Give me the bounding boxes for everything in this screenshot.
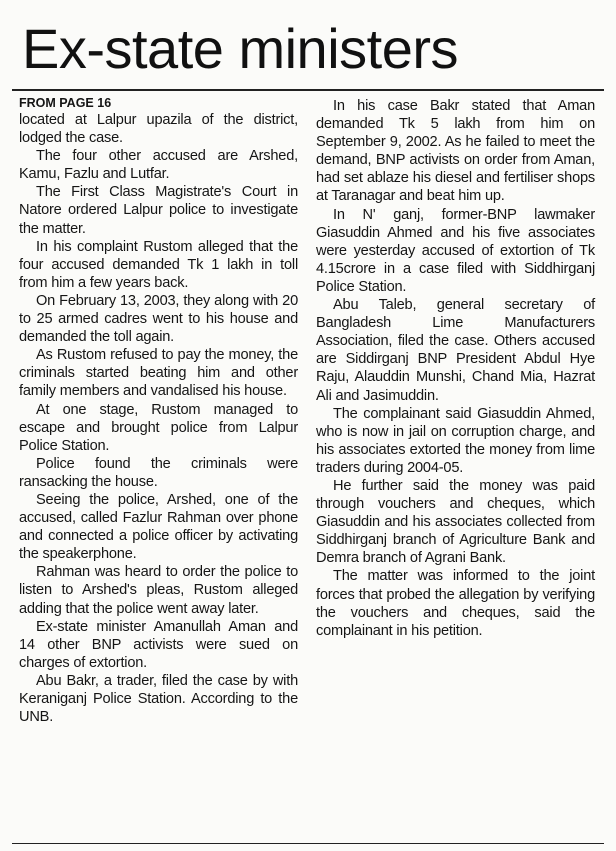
headline: Ex-state ministers <box>22 17 458 80</box>
bottom-rule <box>12 843 604 844</box>
headline-rule <box>12 89 604 91</box>
paragraph: At one stage, Rustom managed to escape and brought police from Lalpur Police Station. <box>19 401 298 454</box>
paragraph: The matter was informed to the joint forces that probed the allegation by verifying the vouchers and cheques, said the complainant in his petition. <box>316 568 595 639</box>
paragraph: In his case Bakr stated that Aman demanded Tk 5 lakh from him on September 9, 2002. As he failed to meet the demand, BNP activists on order from Aman, had set ablaze his diesel and fertiliser shops at Taranagar and beat him up. <box>316 98 595 205</box>
paragraph: The First Class Magistrate's Court in Natore ordered Lalpur police to investigate the matter. <box>19 184 298 237</box>
continuation-label: FROM PAGE 16 <box>19 96 112 110</box>
paragraph: As Rustom refused to pay the money, the criminals started beating him and other family members and vandalised his house. <box>19 347 298 400</box>
paragraph: Seeing the police, Arshed, one of the accused, called Fazlur Rahman over phone and connected a police officer by activating the speakerphone. <box>19 491 298 563</box>
paragraph: Rahman was heard to order the police to listen to Arshed's pleas, Rustom alleged adding that the police went away later. <box>19 564 298 617</box>
paragraph: Abu Taleb, general secretary of Bangladesh Lime Manufacturers Association, filed the case. Others accused are Siddirganj BNP President Abdul Hye Raju, Alauddin Munshi, Chand Mia, Hazrat Ali and Jasimuddin. <box>316 297 595 404</box>
paragraph: In N' ganj, former-BNP lawmaker Giasuddin Ahmed and his five associates were yesterday accused of extortion of Tk 4.15crore in a case filed with Siddhirganj Police Station. <box>316 206 595 295</box>
paragraph: Ex-state minister Amanullah Aman and 14 other BNP activists were sued on charges of extortion. <box>19 618 298 671</box>
right-column <box>316 97 595 640</box>
paragraph: Abu Bakr, a trader, filed the case by with Keraniganj Police Station. According to the UNB. <box>19 672 298 726</box>
left-column <box>19 97 298 726</box>
paragraph: He further said the money was paid through vouchers and cheques, which Giasuddin and his associates collected from Siddhirganj branch of Agriculture Bank and Demra branch of Agrani Bank. <box>316 477 595 567</box>
paragraph: The four other accused are Arshed, Kamu, Fazlu and Lutfar. <box>19 148 298 183</box>
paragraph: On February 13, 2003, they along with 20 to 25 armed cadres went to his house and demanded the toll again. <box>19 292 298 346</box>
paragraph: In his complaint Rustom alleged that the four accused demanded Tk 1 lakh in toll from him a few years back. <box>19 238 298 291</box>
paragraph: located at Lalpur upazila of the district, lodged the case. <box>19 112 298 147</box>
paragraph: The complainant said Giasuddin Ahmed, who is now in jail on corruption charge, and his associates extorted the money from lime traders during 2004-05. <box>316 405 595 476</box>
paragraph: Police found the criminals were ransacking the house. <box>19 455 298 490</box>
